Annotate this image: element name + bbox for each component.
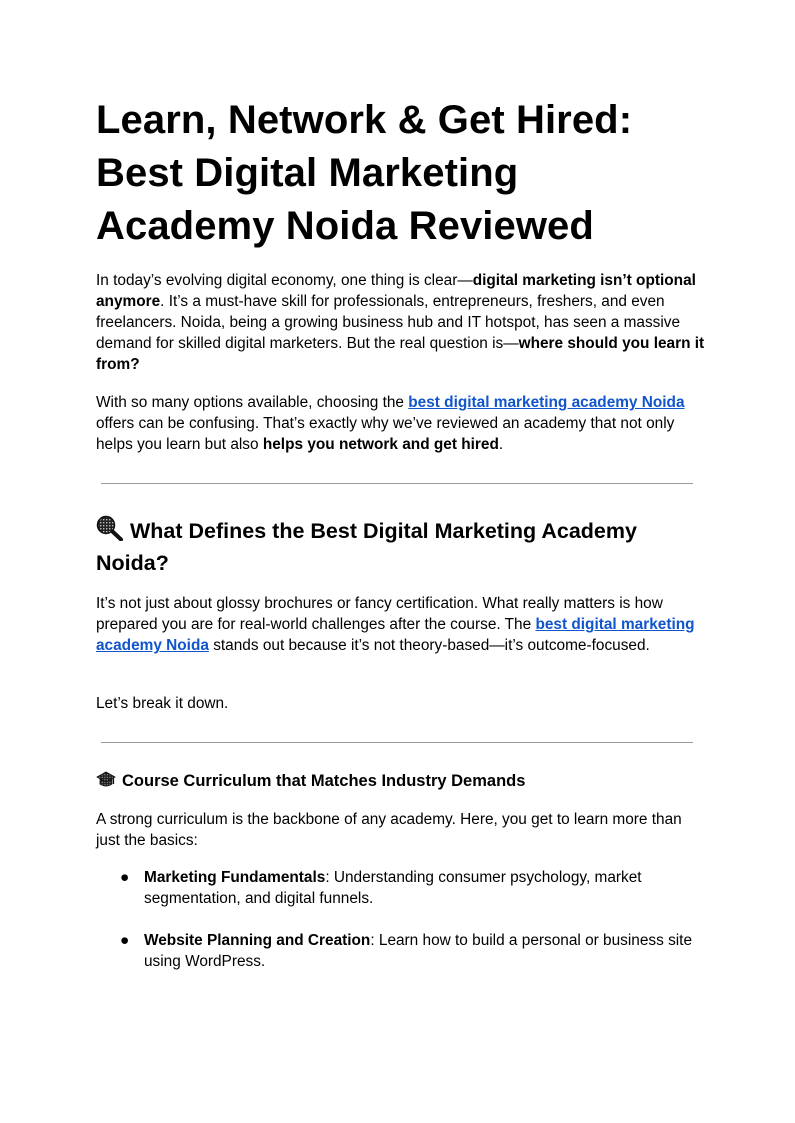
list-item-label: Marketing Fundamentals: [144, 869, 326, 886]
options-paragraph: [96, 392, 708, 455]
magnifying-glass-icon: [96, 515, 124, 549]
defines-text-2: stands out because it’s not theory-based—it’s outcome-focused.: [208, 637, 650, 654]
intro-bold-1: digital marketing isn’t optional anymore: [96, 272, 696, 310]
break-down-paragraph: Let’s break it down.: [96, 695, 229, 712]
options-text-1: With so many options available, choosing the: [96, 394, 409, 411]
section-heading-defines: [96, 515, 706, 578]
list-item-label: Website Planning and Creation: [144, 932, 371, 949]
title-line-2: Best Digital Marketing: [96, 151, 519, 195]
options-text-2: offers can be confusing. That’s exactly why we’ve reviewed an academy that not only helps you learn but also: [96, 415, 675, 453]
curriculum-intro: A strong curriculum is the backbone of any academy. Here, you get to learn more than just the basics:: [96, 811, 682, 849]
section-divider: [101, 483, 693, 484]
subsection-heading-text: Course Curriculum that Matches Industry Demands: [122, 772, 526, 790]
page-title: [96, 94, 706, 253]
list-item: [96, 867, 708, 909]
title-line-1: Learn, Network & Get Hired:: [96, 98, 633, 142]
section-divider-2: [101, 742, 693, 743]
graduation-cap-icon: [96, 771, 116, 795]
subsection-heading-curriculum: [96, 770, 706, 795]
options-text-3: .: [498, 436, 504, 453]
title-line-3: Academy Noida Reviewed: [96, 204, 594, 248]
bullet-icon: ●: [120, 932, 130, 949]
academy-link[interactable]: best digital marketing academy Noida: [408, 394, 685, 411]
defines-text-1: It’s not just about glossy brochures or fancy certification. What really matters is how prepared you are for real-world challenges after the course. The: [96, 595, 663, 633]
list-item-text: : Learn how to build a personal or business site using WordPress.: [144, 932, 693, 970]
list-item: [96, 930, 708, 972]
defines-paragraph: [96, 593, 708, 656]
section-heading-text: What Defines the Best Digital Marketing Academy Noida?: [96, 519, 637, 575]
list-item-text: : Understanding consumer psychology, market segmentation, and digital funnels.: [144, 869, 642, 907]
intro-paragraph: [96, 270, 708, 375]
intro-text-2: . It’s a must-have skill for professionals, entrepreneurs, freshers, and even freelancers. Noida, being a growing business hub and IT hotspot, has seen a massive demand for skilled digital marketers. But the real question is—: [96, 293, 681, 352]
academy-link-2[interactable]: best digital marketing academy Noida: [96, 616, 695, 654]
curriculum-list: [96, 867, 708, 993]
options-bold: helps you network and get hired: [262, 436, 499, 453]
intro-bold-2: where should you learn it from?: [96, 335, 705, 373]
bullet-icon: ●: [120, 869, 130, 886]
intro-text-1: In today’s evolving digital economy, one thing is clear—: [96, 272, 473, 289]
